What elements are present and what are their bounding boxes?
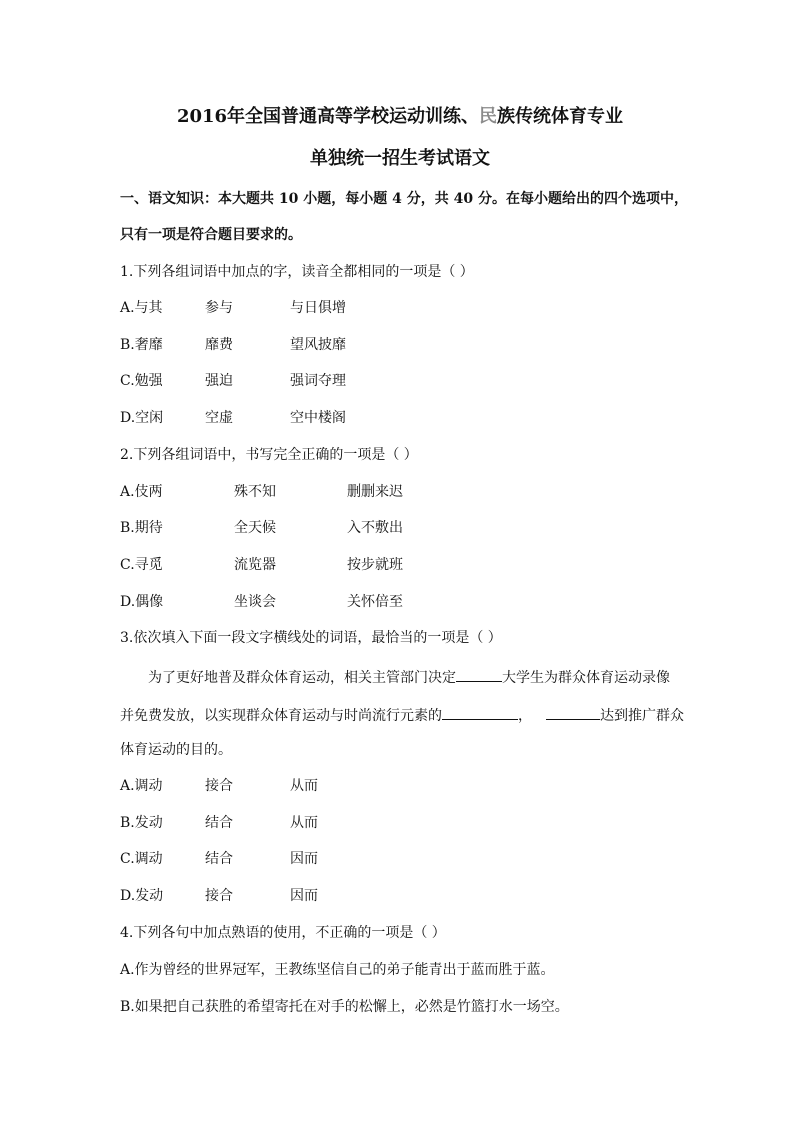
option-label: D.偶像 <box>120 594 164 610</box>
option-word-2: 全天候 <box>234 520 276 536</box>
option-word-3: 从而 <box>290 778 318 794</box>
section-heading-line2: 只有一项是符合题目要求的。 <box>120 227 302 243</box>
option-label: B.发动 <box>120 815 163 831</box>
option-word-3: 空中楼阁 <box>290 410 346 426</box>
option-label: A.伎两 <box>120 484 163 500</box>
fill-blank-3 <box>546 705 600 720</box>
passage-text: 达到推广群众 <box>600 708 684 724</box>
option-word-2: 接合 <box>205 888 233 904</box>
option-word-2: 结合 <box>205 815 233 831</box>
title-part-faded: 民 <box>479 106 498 127</box>
title-part-a: 2016年全国普通高等学校运动训练、 <box>176 106 480 127</box>
option-word-2: 殊不知 <box>234 484 276 500</box>
option-label: A.与其 <box>120 300 163 316</box>
question-4-option-a: A.作为曾经的世界冠军，王教练坚信自己的弟子能青出于蓝而胜于蓝。 <box>120 962 555 978</box>
option-word-3: 与日俱增 <box>290 300 346 316</box>
option-word-3: 入不敷出 <box>347 520 403 536</box>
option-word-2: 坐谈会 <box>234 594 276 610</box>
option-word-3: 因而 <box>290 851 318 867</box>
option-word-2: 空虚 <box>205 410 233 426</box>
question-4-stem: 4.下列各句中加点熟语的使用，不正确的一项是（ ） <box>120 925 446 941</box>
option-word-2: 结合 <box>205 851 233 867</box>
question-3-passage-line1 <box>148 667 670 687</box>
fill-blank-1 <box>456 667 502 682</box>
question-4-option-b: B.如果把自己获胜的希望寄托在对手的松懈上，必然是竹篮打水一场空。 <box>120 999 569 1015</box>
option-label: C.寻觅 <box>120 557 163 573</box>
option-word-3: 关怀倍至 <box>347 594 403 610</box>
option-word-3: 从而 <box>290 815 318 831</box>
fill-blank-2 <box>442 705 518 720</box>
passage-text: ， <box>518 708 532 724</box>
option-label: A.调动 <box>120 778 163 794</box>
option-word-3: 望风披靡 <box>290 337 346 353</box>
option-word-2: 接合 <box>205 778 233 794</box>
title-part-c: 族传统体育专业 <box>497 106 624 127</box>
section-heading-line1: 一、语文知识：本大题共 10 小题，每小题 4 分，共 40 分。在每小题给出的四个选项中， <box>120 191 688 207</box>
option-label: B.期待 <box>120 520 163 536</box>
option-word-3: 强词夺理 <box>290 373 346 389</box>
option-word-3: 因而 <box>290 888 318 904</box>
question-3-passage-line2 <box>120 705 684 725</box>
question-3-stem: 3.依次填入下面一段文字横线处的词语，最恰当的一项是（ ） <box>120 630 502 646</box>
question-2-stem: 2.下列各组词语中，书写完全正确的一项是（ ） <box>120 447 418 463</box>
passage-text: 为了更好地普及群众体育运动，相关主管部门决定 <box>148 670 456 686</box>
option-label: C.勉强 <box>120 373 163 389</box>
passage-text: 并免费发放，以实现群众体育运动与时尚流行元素的 <box>120 708 442 724</box>
option-word-2: 流览器 <box>234 557 276 573</box>
passage-text: 大学生为群众体育运动录像 <box>502 670 670 686</box>
option-word-3: 按步就班 <box>347 557 403 573</box>
option-word-2: 强迫 <box>205 373 233 389</box>
option-label: B.奢靡 <box>120 337 163 353</box>
option-word-2: 靡费 <box>205 337 233 353</box>
option-word-3: 删删来迟 <box>347 484 403 500</box>
question-1-stem: 1.下列各组词语中加点的字，读音全都相同的一项是（ ） <box>120 264 474 280</box>
exam-title-line2: 单独统一招生考试语文 <box>310 148 490 169</box>
question-3-passage-line3: 体育运动的目的。 <box>120 742 232 758</box>
option-word-2: 参与 <box>205 300 233 316</box>
option-label: D.空闲 <box>120 410 164 426</box>
option-label: D.发动 <box>120 888 164 904</box>
exam-title-line1 <box>0 106 800 128</box>
option-label: C.调动 <box>120 851 163 867</box>
